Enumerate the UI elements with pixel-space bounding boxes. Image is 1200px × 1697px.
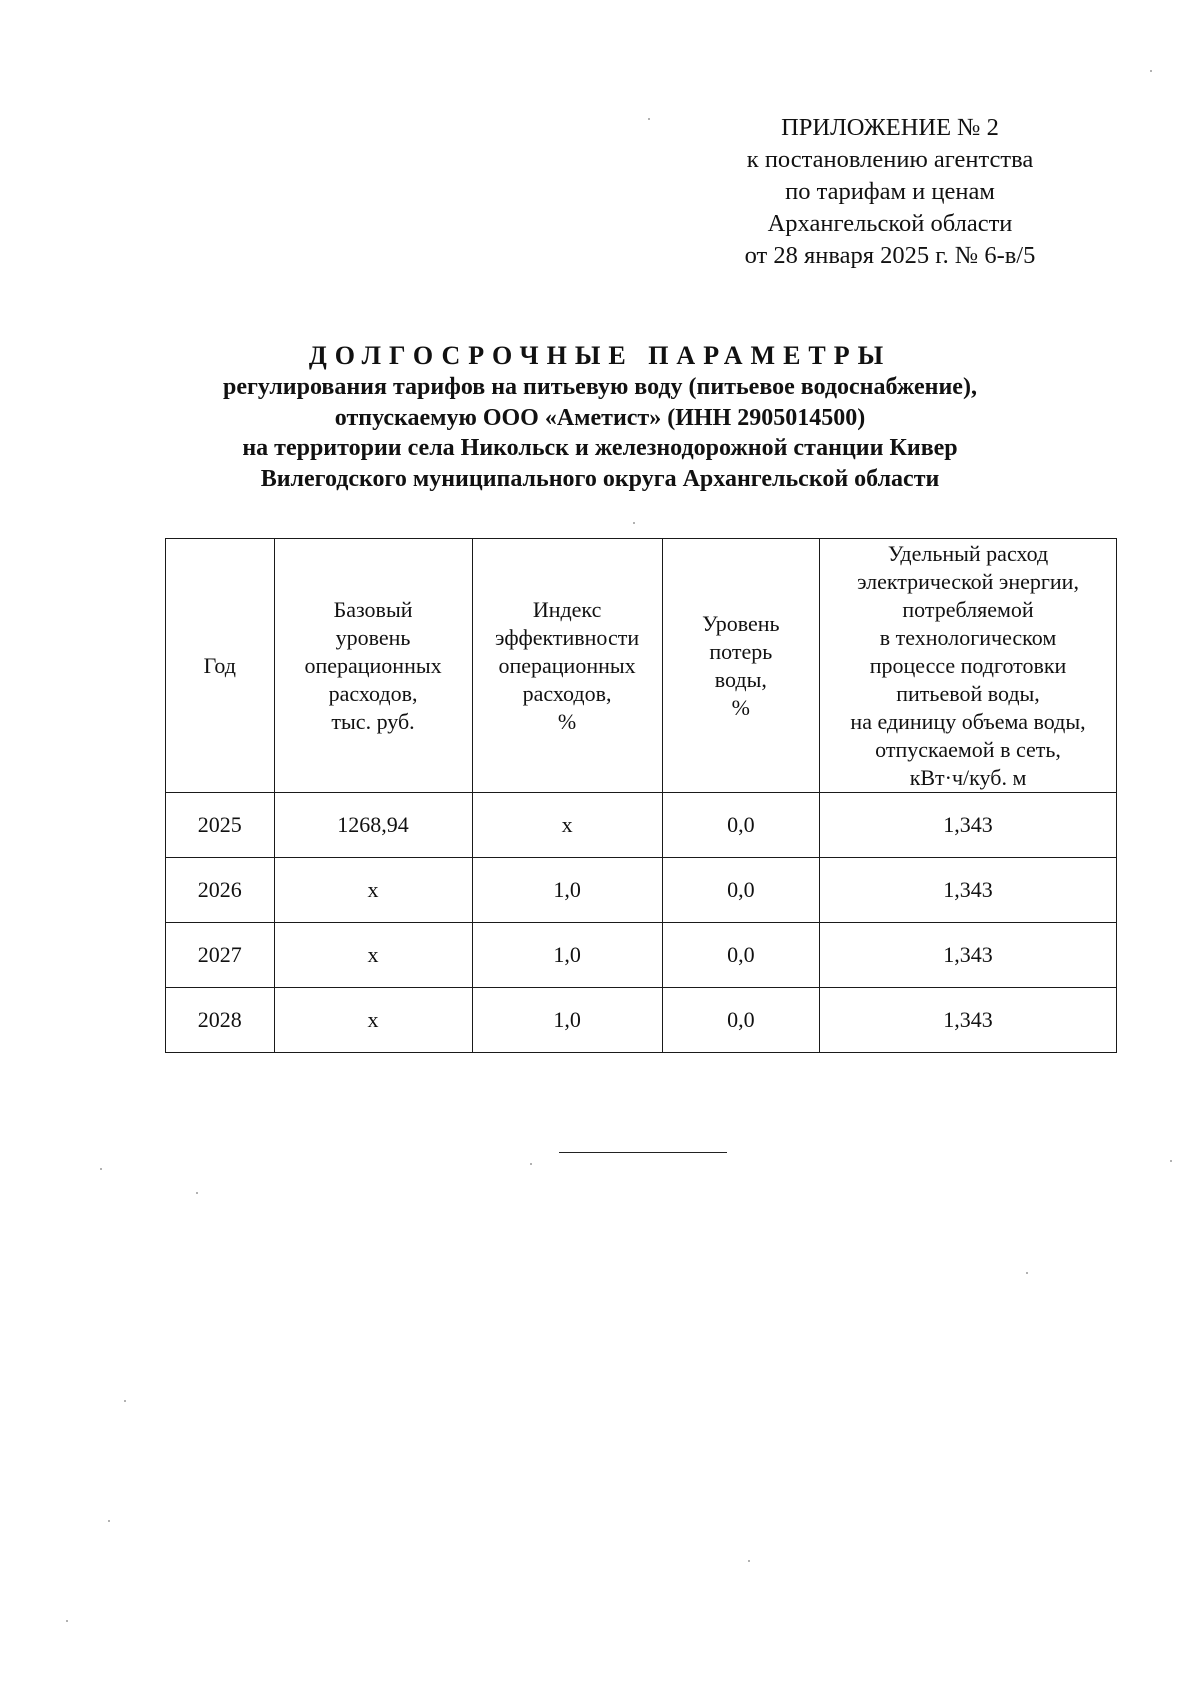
cell-efficiency-index: х (472, 793, 662, 858)
parameters-table (165, 538, 1117, 1053)
title-line: Вилегодского муниципального округа Архангельской области (260, 465, 940, 492)
appendix-number: ПРИЛОЖЕНИЕ № 2 (781, 114, 999, 141)
cell-energy-consumption: 1,343 (820, 923, 1117, 988)
cell-base-opex: х (274, 923, 472, 988)
cell-efficiency-index: 1,0 (472, 858, 662, 923)
appendix-line: Архангельской области (767, 210, 1013, 237)
cell-year: 2026 (166, 858, 275, 923)
cell-water-loss: 0,0 (662, 858, 819, 923)
cell-energy-consumption: 1,343 (820, 858, 1117, 923)
cell-base-opex: х (274, 988, 472, 1053)
header-water-loss: Уровень потерь воды, % (662, 539, 819, 793)
appendix-header (690, 112, 1090, 272)
table-row (166, 793, 1117, 858)
appendix-line: к постановлению агентства (746, 146, 1034, 173)
table-header-row (166, 539, 1117, 793)
header-efficiency-index: Индекс эффективности операционных расходов, % (472, 539, 662, 793)
table-row (166, 923, 1117, 988)
cell-efficiency-index: 1,0 (472, 988, 662, 1053)
scan-speck (1150, 70, 1152, 72)
cell-energy-consumption: 1,343 (820, 988, 1117, 1053)
title-main: ДОЛГОСРОЧНЫЕ ПАРАМЕТРЫ (308, 341, 892, 370)
cell-base-opex: х (274, 858, 472, 923)
scan-speck (633, 522, 635, 524)
scan-speck (124, 1400, 126, 1402)
appendix-line: по тарифам и ценам (785, 178, 995, 205)
cell-water-loss: 0,0 (662, 923, 819, 988)
cell-base-opex: 1268,94 (274, 793, 472, 858)
cell-efficiency-index: 1,0 (472, 923, 662, 988)
scan-speck (1170, 1160, 1172, 1162)
cell-energy-consumption: 1,343 (820, 793, 1117, 858)
cell-year: 2028 (166, 988, 275, 1053)
cell-year: 2025 (166, 793, 275, 858)
header-base-opex: Базовый уровень операционных расходов, тыс. руб. (274, 539, 472, 793)
table-row (166, 988, 1117, 1053)
cell-water-loss: 0,0 (662, 988, 819, 1053)
header-year: Год (166, 539, 275, 793)
scan-speck (100, 1168, 102, 1170)
scan-speck (66, 1620, 68, 1622)
title-line: на территории села Никольск и железнодорожной станции Кивер (242, 435, 958, 461)
header-energy-consumption: Удельный расход электрической энергии, потребляемой в технологическом процессе подготовки питьевой воды, на единицу объема воды, отпускаемой в сеть, кВт·ч/куб. м (820, 539, 1117, 793)
scan-speck (530, 1163, 532, 1165)
scan-speck (748, 1560, 750, 1562)
cell-water-loss: 0,0 (662, 793, 819, 858)
table-row (166, 858, 1117, 923)
scan-speck (108, 1520, 110, 1522)
scan-speck (196, 1192, 198, 1194)
title-line: регулирования тарифов на питьевую воду (питьевое водоснабжение), (223, 374, 977, 400)
closing-rule-line (559, 1152, 727, 1153)
appendix-date: от 28 января 2025 г. № 6-в/5 (744, 242, 1036, 269)
scan-speck (648, 118, 650, 120)
scan-speck (1026, 1272, 1028, 1274)
document-title (100, 340, 1100, 494)
cell-year: 2027 (166, 923, 275, 988)
title-line: отпускаемую ООО «Аметист» (ИНН 2905014500) (334, 404, 866, 431)
